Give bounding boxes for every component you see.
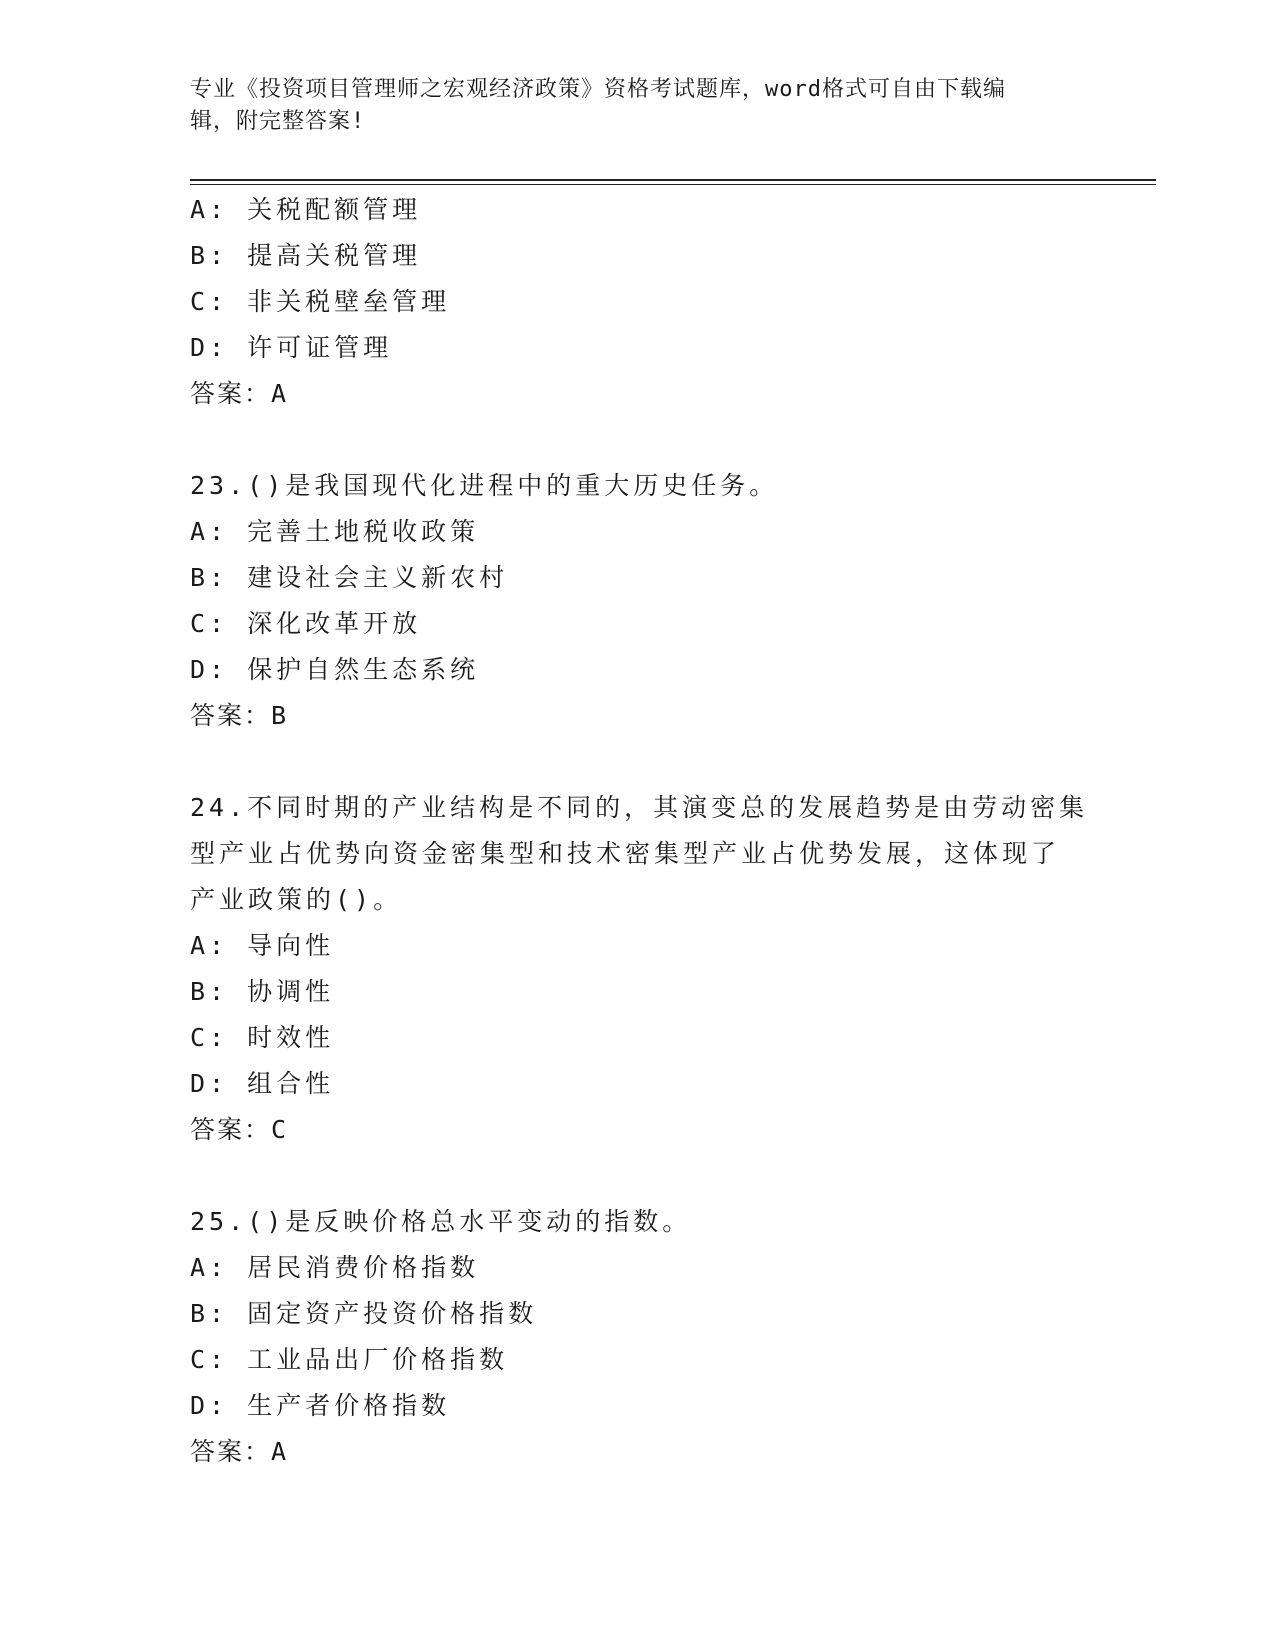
- header-line-2: 辑，附完整答案!: [190, 109, 366, 134]
- block-spacer: [190, 417, 1090, 463]
- question-block: [190, 187, 1090, 417]
- header-line-1: 专业《投资项目管理师之宏观经济政策》资格考试题库，word格式可自由下载编: [190, 77, 1006, 102]
- question-text: [190, 785, 1090, 923]
- option-c: C: 工业品出厂价格指数: [190, 1345, 509, 1374]
- option-b: B: 协调性: [190, 977, 335, 1006]
- option-b: B: 提高关税管理: [190, 241, 422, 270]
- answer-label: 答案：: [190, 1115, 272, 1144]
- answer-label: 答案：: [190, 1437, 272, 1466]
- option-a: A: 居民消费价格指数: [190, 1253, 480, 1282]
- option-a: A: 完善土地税收政策: [190, 517, 480, 546]
- header-rule-thick: [190, 179, 1156, 181]
- block-spacer: [190, 739, 1090, 785]
- option-c: C: 非关税壁垒管理: [190, 287, 451, 316]
- answer-line: [190, 371, 1090, 417]
- question-list: [190, 187, 1090, 1475]
- option-d: D: 许可证管理: [190, 333, 393, 362]
- question-line: 型产业占优势向资金密集型和技术密集型产业占优势发展，这体现了: [190, 839, 1061, 868]
- option-c: C: 时效性: [190, 1023, 335, 1052]
- option-a: A: 导向性: [190, 931, 335, 960]
- answer-line: [190, 1429, 1090, 1475]
- option-d: D: 保护自然生态系统: [190, 655, 480, 684]
- block-spacer: [190, 1153, 1090, 1199]
- question-line: 23.()是我国现代化进程中的重大历史任务。: [190, 471, 779, 500]
- question-block: [190, 739, 1090, 1153]
- answer-value: A: [271, 1437, 289, 1466]
- document-header: [190, 74, 1090, 138]
- option-a: A: 关税配额管理: [190, 195, 422, 224]
- question-text: [190, 1199, 1090, 1245]
- option-b: B: 固定资产投资价格指数: [190, 1299, 538, 1328]
- question-text: [190, 463, 1090, 509]
- question-line: 产业政策的()。: [190, 885, 403, 914]
- question-block: [190, 417, 1090, 739]
- answer-value: A: [271, 379, 289, 408]
- question-block: [190, 1153, 1090, 1475]
- option-b: B: 建设社会主义新农村: [190, 563, 509, 592]
- option-d: D: 组合性: [190, 1069, 335, 1098]
- answer-label: 答案：: [190, 379, 272, 408]
- answer-line: [190, 693, 1090, 739]
- header-rule-thin: [190, 184, 1156, 185]
- answer-line: [190, 1107, 1090, 1153]
- option-d: D: 生产者价格指数: [190, 1391, 451, 1420]
- option-c: C: 深化改革开放: [190, 609, 422, 638]
- question-line: 25.()是反映价格总水平变动的指数。: [190, 1207, 692, 1236]
- answer-value: B: [271, 701, 289, 730]
- answer-label: 答案：: [190, 701, 272, 730]
- question-line: 24.不同时期的产业结构是不同的，其演变总的发展趋势是由劳动密集: [190, 793, 1089, 822]
- answer-value: C: [271, 1115, 289, 1144]
